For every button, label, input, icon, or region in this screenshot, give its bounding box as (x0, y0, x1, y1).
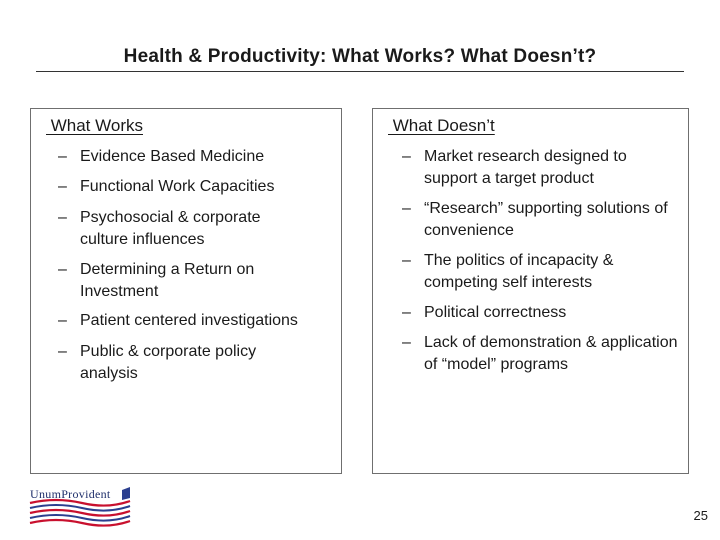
what-works-item (58, 259, 298, 303)
slide-title: Health & Productivity: What Works? What Doesn’t? (123, 46, 597, 67)
bullet-dash: – (58, 261, 67, 278)
item-text: “Research” supporting solutions of convenience (424, 200, 668, 239)
page-number: 25 (693, 508, 708, 523)
unumprovident-logo (26, 484, 132, 528)
bullet-dash: – (402, 148, 411, 165)
what-doesnt-item (402, 250, 652, 294)
bullet-dash: – (58, 343, 67, 360)
bullet-dash: – (58, 209, 67, 226)
item-text: Functional Work Capacities (80, 178, 275, 195)
what-works-item (58, 207, 303, 251)
what-works-panel (30, 108, 342, 474)
item-text: Lack of demonstration & application of “model” programs (424, 334, 678, 373)
item-text: Market research designed to support a target product (424, 148, 627, 187)
what-doesnt-item (402, 146, 662, 190)
title-underline (36, 71, 684, 72)
bullet-dash: – (402, 200, 411, 217)
what-works-heading: What Works (46, 116, 143, 135)
item-text: Evidence Based Medicine (80, 148, 265, 165)
what-works-item (58, 176, 338, 198)
what-doesnt-panel (372, 108, 689, 474)
what-doesnt-item (402, 302, 686, 324)
item-text: Determining a Return on Investment (80, 261, 255, 300)
item-text: Patient centered investigations (80, 312, 298, 329)
what-works-item (58, 146, 338, 168)
bullet-dash: – (58, 178, 67, 195)
logo-wordmark: UnumProvident (30, 487, 111, 501)
bullet-dash: – (402, 334, 411, 351)
bullet-dash: – (402, 252, 411, 269)
item-text: Public & corporate policy analysis (80, 343, 257, 382)
bullet-dash: – (402, 304, 411, 321)
item-text: The politics of incapacity & competing self interests (424, 252, 614, 291)
what-works-item (58, 341, 273, 385)
what-doesnt-item (402, 332, 686, 376)
item-text: Political correctness (424, 304, 567, 321)
bullet-dash: – (58, 148, 67, 165)
what-doesnt-item (402, 198, 686, 242)
bullet-dash: – (58, 312, 67, 329)
what-doesnt-heading: What Doesn’t (388, 116, 495, 135)
what-works-item (58, 310, 342, 332)
item-text: Psychosocial & corporate culture influences (80, 209, 261, 248)
